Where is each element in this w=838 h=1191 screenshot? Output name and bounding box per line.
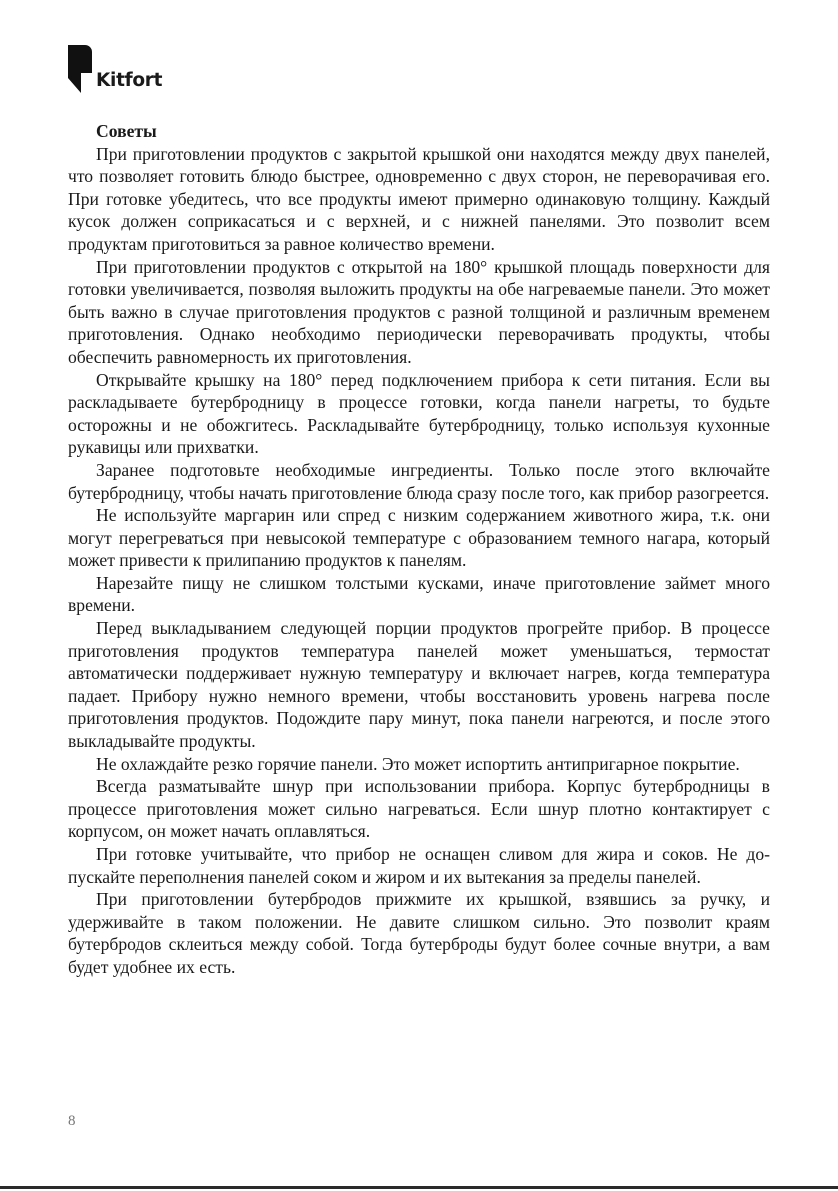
brand-logo xyxy=(68,45,168,97)
bottom-divider xyxy=(0,1186,838,1189)
paragraph: При готовке учитывайте, что прибор не оснащен сливом для жира и соков. Не допускайте переполнения панелей соком и жиром и их вытекания за пределы панелей. xyxy=(68,844,770,887)
paragraph: Не охлаждайте резко горячие панели. Это может испортить антипригарное покрытие. xyxy=(96,753,740,774)
kitfort-logo-icon xyxy=(68,45,92,93)
paragraph: Нарезайте пищу не слишком толстыми кусками, иначе приготовление займет много времени. xyxy=(68,572,770,616)
paragraph: При приготовлении бутербродов прижмите их крышкой, взявшись за ручку, и удерживайте в таком положении. Не давите слишком сильно. Это позволит краям бутербродов склеиться между собой. Тогда бутерброды будут более сочные внутри, а вам будет удобнее их есть. xyxy=(68,889,770,977)
paragraph: Всегда разматывайте шнур при использовании прибора. Корпус бутербродницы в процессе приготовления может сильно нагреваться. Если шнур плотно контактирует с корпусом, он может начать оплавляться. xyxy=(68,776,770,842)
paragraph: Не используйте маргарин или спред с низким содержанием животного жира, т.к. они могут перегреваться при невысокой температуре с образованием темного нагара, который может привести к прилипанию продуктов к панелям. xyxy=(68,505,770,571)
section-title: Советы xyxy=(96,121,157,141)
page-number: 8 xyxy=(68,1113,76,1129)
paragraph: Перед выкладыванием следующей порции продуктов прогрейте прибор. В процессе приготовления продуктов температура панелей может уменьшаться, термостат автоматически поддерживает нужную температуру и включает нагрев, когда температура падает. Прибору нужно немного времени, чтобы восстановить уровень нагрева после приготовления продуктов. Подождите пару минут, пока панели нагреются, и после этого выкладывайте продукты. xyxy=(68,618,770,752)
paragraph: Открывайте крышку на 180° перед подключением прибора к сети питания. Если вы раскладываете бутербродницу в процессе готовки, когда панели нагреты, то будьте осторожны и не обожгитесь. Раскладывайте бутербродницу, только используя кухонные рукавицы или прихватки. xyxy=(68,369,770,458)
brand-name: Kitfort xyxy=(96,70,163,91)
paragraph: При приготовлении продуктов с закрытой крышкой они находятся между двух панелей, что позволяет готовить блюдо быстрее, одновременно с двух сторон, не переворачивая его. При готовке убедитесь, что все продукты имеют примерно одинаковую толщину. Каждый кусок должен соприкасаться и с верхней, и с нижней панелями. Это позволит всем продуктам приготовиться за равное количество времени. xyxy=(68,143,770,254)
tips-section xyxy=(68,120,770,979)
paragraph: При приготовлении продуктов с открытой на 180° крышкой площадь поверхности для готовки увеличивается, позволяя выложить продукты на обе нагреваемые панели. Это может быть важно в случае приготовления продуктов с разной толщиной и различным временем приготовления. Однако необходимо периодически переворачивать продукты, чтобы обеспечить равномерность их приготовления. xyxy=(68,256,770,367)
paragraph: Заранее подготовьте необходимые ингредиенты. Только после этого включайте бутербродницу, чтобы начать приготовление блюда сразу после того, как прибор разогреется. xyxy=(68,459,770,503)
